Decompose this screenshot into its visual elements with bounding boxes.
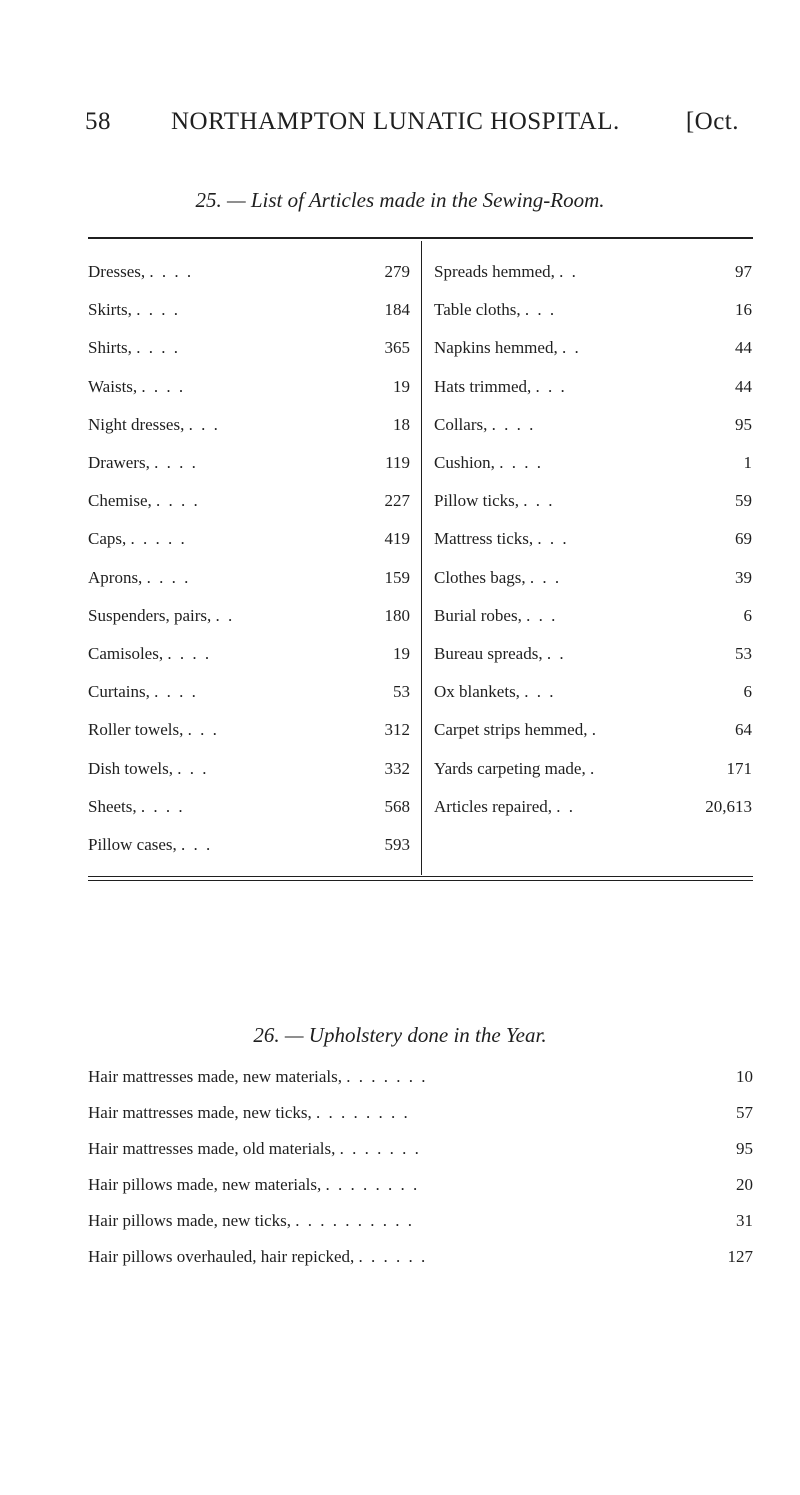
item-label — [88, 1131, 421, 1167]
list-item — [88, 1203, 753, 1239]
dot-leader: . . . — [187, 720, 219, 740]
dot-leader: . . . . — [140, 796, 185, 816]
section-number: 25. — [195, 188, 222, 212]
label-text: Dish towels, — [88, 758, 173, 778]
label-text: Chemise, — [88, 491, 152, 511]
label-text: Hair pillows made, new materials, — [88, 1175, 322, 1194]
sewing-room-table — [88, 241, 753, 875]
dot-leader: . . . — [177, 758, 209, 778]
item-value: 31 — [736, 1211, 753, 1230]
column-divider — [421, 241, 422, 875]
label-text: Ox blankets, — [434, 682, 520, 702]
label-text: Pillow ticks, — [434, 491, 520, 511]
dot-leader: . . — [561, 338, 581, 358]
label-text: Carpet strips hemmed, — [434, 720, 588, 740]
item-value: 593 — [384, 835, 410, 854]
label-text: Sheets, — [88, 796, 137, 816]
item-label — [88, 1095, 410, 1131]
item-label — [88, 1239, 427, 1275]
dot-leader: . . — [215, 605, 235, 625]
label-text: Drawers, — [88, 453, 150, 472]
label-text: Clothes bags, — [434, 567, 526, 587]
dot-leader: . . . — [535, 376, 567, 396]
label-text: Skirts, — [88, 300, 132, 320]
dot-leader: . . . . — [154, 453, 198, 472]
label-text: Suspenders, pairs, — [88, 605, 212, 625]
page-number: 58 — [85, 108, 111, 135]
list-item — [88, 1131, 753, 1167]
label-text: Camisoles, — [88, 644, 164, 663]
dot-leader: . . . . — [491, 414, 536, 434]
table-top-rule — [88, 237, 753, 239]
dot-leader: . . . . — [141, 376, 186, 396]
dot-leader: . . . . . . . — [346, 1067, 428, 1086]
label-text: Bureau spreads, — [434, 644, 543, 663]
item-value: 227 — [384, 491, 410, 511]
item-value: 6 — [743, 605, 752, 625]
item-value: 119 — [385, 453, 410, 472]
dot-leader: . . . — [188, 414, 220, 434]
dot-leader: . . . — [524, 682, 556, 702]
dot-leader: . — [589, 758, 597, 778]
dot-leader: . . . . — [149, 262, 194, 281]
dot-leader: . . . . — [146, 567, 191, 587]
item-value: 97 — [735, 262, 752, 281]
item-value: 10 — [736, 1067, 753, 1086]
list-item — [88, 1167, 753, 1203]
item-value: 20,613 — [705, 796, 752, 816]
label-text: Collars, — [434, 414, 488, 434]
list-item — [88, 1095, 753, 1131]
item-value: 312 — [384, 720, 410, 740]
table-bottom-rule-2 — [88, 880, 753, 881]
dot-leader: . — [591, 720, 598, 740]
dot-leader: . . . . — [499, 453, 543, 472]
dot-leader: . . . . . . . . — [316, 1103, 410, 1122]
item-value: 6 — [743, 682, 752, 702]
item-value: 171 — [726, 758, 752, 778]
dot-leader: . . . — [529, 567, 562, 587]
dot-leader: . . . . — [167, 644, 212, 663]
item-value: 20 — [736, 1175, 753, 1194]
section-26-title — [0, 1023, 800, 1048]
item-value: 44 — [735, 376, 752, 396]
item-value: 19 — [393, 376, 410, 396]
item-value: 16 — [735, 300, 752, 320]
dot-leader: . . . . — [136, 338, 180, 358]
item-value: 69 — [735, 529, 752, 549]
dot-leader: . . . — [181, 835, 213, 854]
dot-leader: . . — [559, 262, 578, 281]
item-value: 127 — [727, 1247, 753, 1266]
dot-leader: . . — [556, 796, 575, 816]
item-label — [88, 1059, 427, 1095]
dot-leader: . . . . . . — [358, 1247, 428, 1266]
item-value: 39 — [735, 567, 752, 587]
running-title: NORTHAMPTON LUNATIC HOSPITAL. — [171, 108, 620, 135]
label-text: Hair pillows made, new ticks, — [88, 1211, 292, 1230]
label-text: Hair pillows overhauled, hair repicked, — [88, 1247, 355, 1266]
label-text: Aprons, — [88, 567, 143, 587]
item-value: 159 — [384, 567, 410, 587]
label-text: Waists, — [88, 376, 138, 396]
label-text: Caps, — [88, 529, 127, 549]
item-value: 19 — [393, 644, 410, 663]
label-text: Shirts, — [88, 338, 132, 358]
dot-leader: . . . — [524, 300, 557, 320]
label-text: Hats trimmed, — [434, 376, 532, 396]
page-header — [85, 100, 739, 140]
running-month: [Oct. — [685, 108, 739, 135]
label-text: Curtains, — [88, 682, 150, 702]
item-value: 59 — [735, 491, 752, 511]
dot-leader: . . . — [526, 605, 558, 625]
section-number: 26. — [253, 1023, 280, 1047]
item-value: 53 — [735, 644, 752, 663]
dot-leader: . . . . . — [130, 529, 187, 549]
label-text: Spreads hemmed, — [434, 262, 555, 281]
list-item — [88, 1059, 753, 1095]
item-value: 279 — [384, 262, 410, 281]
dot-leader: . . . . . . . . . . — [295, 1211, 415, 1230]
item-value: 365 — [384, 338, 410, 358]
dot-leader: . . . . . . . — [339, 1139, 421, 1158]
dot-leader: . . — [546, 644, 566, 663]
dot-leader: . . . . . . . . — [325, 1175, 420, 1194]
section-heading: — List of Articles made in the Sewing-Room. — [226, 188, 605, 212]
list-item — [88, 1239, 753, 1275]
item-value: 64 — [735, 720, 752, 740]
dot-leader: . . . . — [156, 491, 200, 511]
label-text: Hair mattresses made, old materials, — [88, 1139, 336, 1158]
item-label — [88, 1167, 419, 1203]
label-text: Mattress ticks, — [434, 529, 534, 549]
label-text: Yards carpeting made, — [434, 758, 586, 778]
item-value: 95 — [736, 1139, 753, 1158]
item-value: 95 — [735, 414, 752, 434]
label-text: Articles repaired, — [434, 796, 552, 816]
item-value: 184 — [384, 300, 410, 320]
section-25-title — [0, 188, 800, 213]
section-heading: — Upholstery done in the Year. — [284, 1023, 547, 1047]
dot-leader: . . . . — [154, 682, 198, 702]
label-text: Napkins hemmed, — [434, 338, 558, 358]
item-value: 332 — [384, 758, 410, 778]
label-text: Hair mattresses made, new materials, — [88, 1067, 342, 1086]
item-value: 44 — [735, 338, 752, 358]
dot-leader: . . . . — [136, 300, 180, 320]
item-value: 180 — [384, 605, 410, 625]
label-text: Cushion, — [434, 453, 495, 472]
label-text: Table cloths, — [434, 300, 521, 320]
item-label — [88, 1203, 414, 1239]
item-value: 53 — [393, 682, 410, 702]
table-bottom-rule-1 — [88, 876, 753, 877]
dot-leader: . . . — [523, 491, 555, 511]
label-text: Pillow cases, — [88, 835, 177, 854]
dot-leader: . . . — [537, 529, 569, 549]
label-text: Roller towels, — [88, 720, 184, 740]
label-text: Burial robes, — [434, 605, 522, 625]
label-text: Dresses, — [88, 262, 146, 281]
item-value: 568 — [384, 796, 410, 816]
item-value: 1 — [743, 453, 752, 472]
label-text: Night dresses, — [88, 414, 185, 434]
item-value: 57 — [736, 1103, 753, 1122]
label-text: Hair mattresses made, new ticks, — [88, 1103, 312, 1122]
item-value: 419 — [384, 529, 410, 549]
item-value: 18 — [393, 414, 410, 434]
